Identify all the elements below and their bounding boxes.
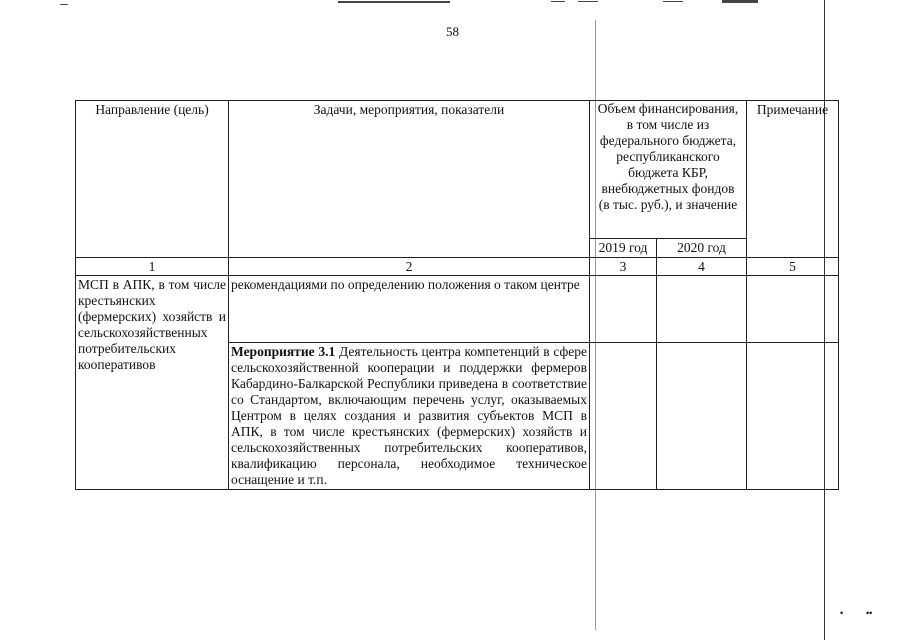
column-number: 4 [657,258,747,276]
empty-cell [590,276,657,343]
measure-text: Деятельность центра компетенций в сфере сельскохозяйственной кооперации и поддержки фермеров Кабардино-Балкарской Республики приведена в соответствие со Стандартом, включающим перечень услуг, оказываемых Центром в целях создания и развития субъектов МСП в АПК, в том числе крестьянских (фермерских) хозяйств и сельскохозяйственных потребительских кооперативов, квалификацию персонала, необходимое техническое оснащение и т.п. [231,344,587,487]
scan-artifact-line [578,1,598,2]
header-year-2019: 2019 год [590,239,657,258]
measure-title: Мероприятие 3.1 [231,344,336,359]
measure-cell [229,343,590,490]
header-year-2020: 2020 год [657,239,747,258]
scan-artifact-line [551,1,565,2]
table-row [76,276,839,343]
column-number-row [76,258,839,276]
task-cell: рекомендациями по определению положения о таком центре [229,276,590,343]
scan-artifact-dot: • [840,608,844,618]
empty-cell [657,343,747,490]
empty-cell [590,343,657,490]
header-note: Примечание [747,101,839,258]
direction-cell: МСП в АПК, в том числе крестьянских (фермерских) хозяйств и сельскохозяйственных потребительских кооперативов [76,276,229,490]
scan-artifact-line [60,4,68,5]
page-number: 58 [446,24,459,39]
column-number: 3 [590,258,657,276]
scan-artifact-line [722,0,758,3]
column-number: 5 [747,258,839,276]
table-header-row [76,101,839,239]
empty-cell [747,343,839,490]
scan-artifact-dot: •• [866,608,873,618]
empty-cell [657,276,747,343]
column-number: 1 [76,258,229,276]
document-table [75,100,839,490]
column-number: 2 [229,258,590,276]
header-tasks: Задачи, мероприятия, показатели [229,101,590,258]
header-direction: Направление (цель) [76,101,229,258]
empty-cell [747,276,839,343]
header-financing: Объем финансирования, в том числе из федерального бюджета, республиканского бюджета КБР, внебюджетных фондов (в тыс. руб.), и значение [590,101,747,239]
scan-artifact-line [338,1,450,3]
scan-artifact-line [663,1,683,2]
